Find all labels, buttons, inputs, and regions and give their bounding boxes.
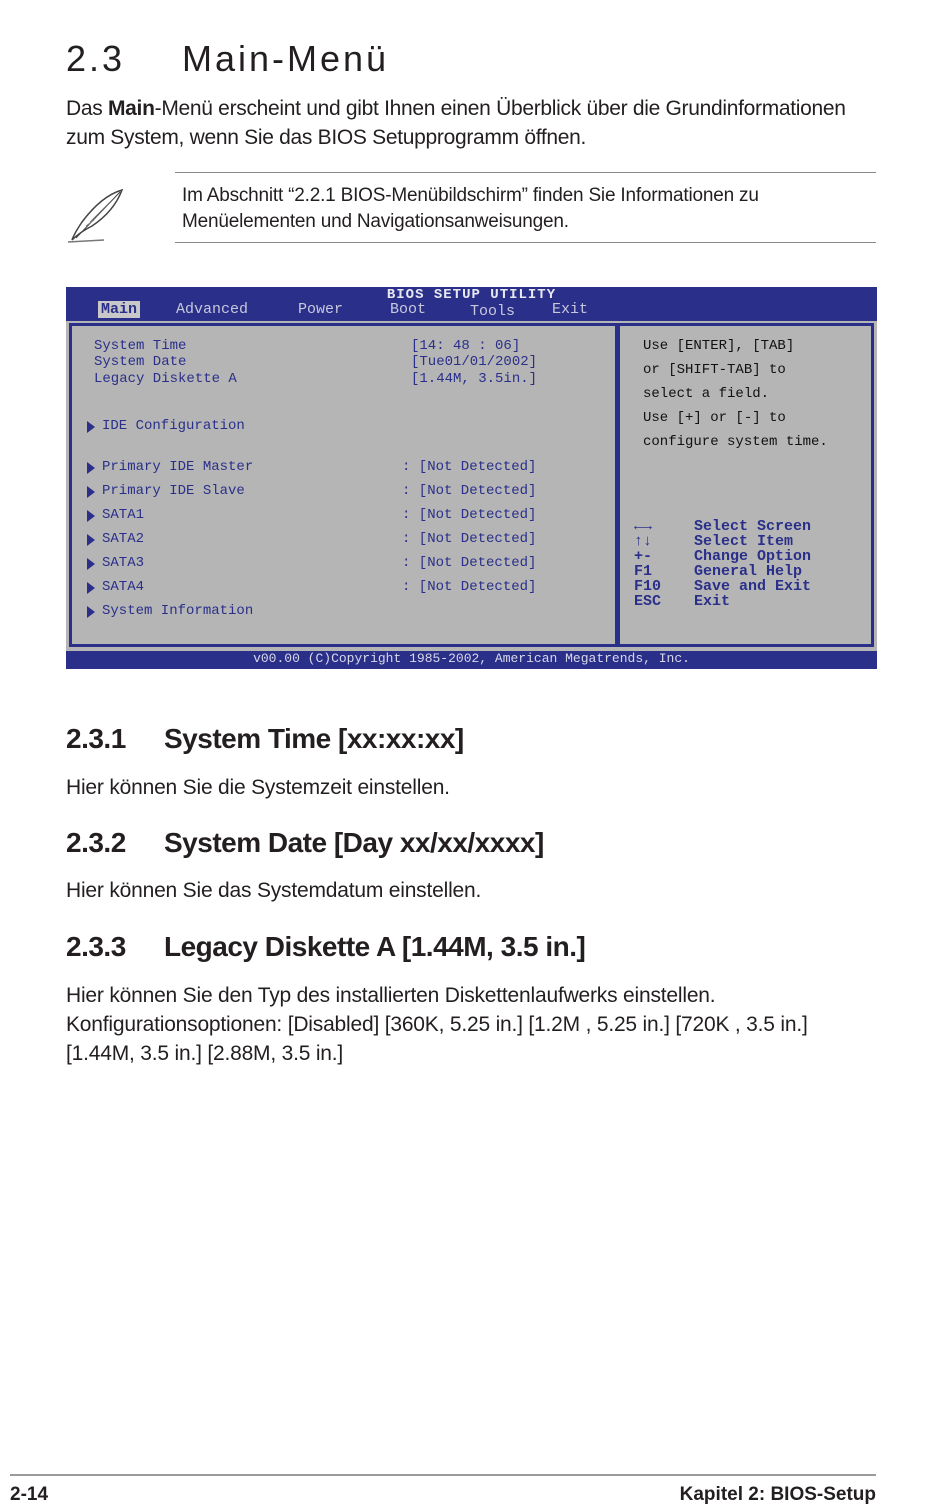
submenu-arrow-icon bbox=[87, 462, 95, 474]
section-heading bbox=[66, 38, 389, 80]
subsection-heading bbox=[66, 827, 544, 859]
submenu-arrow-icon bbox=[87, 486, 95, 498]
bios-status-ide-slave: : [Not Detected] bbox=[402, 483, 537, 499]
bios-submenu-sata3[interactable]: SATA3 bbox=[102, 555, 145, 571]
bios-submenu-ide[interactable]: IDE Configuration bbox=[102, 418, 245, 434]
bios-submenu-sata2[interactable]: SATA2 bbox=[102, 531, 145, 547]
intro-paragraph bbox=[66, 94, 886, 152]
bios-key: +- bbox=[634, 548, 653, 565]
subsection-number: 2.3.1 bbox=[66, 723, 126, 754]
subsection-body: Hier können Sie den Typ des installierten Diskettenlaufwerks einstellen. Konfigurationsoptionen: [Disabled] [360K, 5.25 in.] [1.2M , 5.25 in.] [720K , 3.5 in.] [1.44M, 3.5 in.] [2.88M, 3.5 in.] bbox=[66, 984, 808, 1065]
bios-submenu-system-info[interactable]: System Information bbox=[102, 603, 254, 619]
bios-status-sata4: : [Not Detected] bbox=[402, 579, 537, 595]
bios-key-desc: Select Item bbox=[694, 533, 794, 550]
bios-key-desc: General Help bbox=[694, 563, 803, 580]
intro-post: -Menü erscheint und gibt Ihnen einen Überblick über die Grundinformationen zum System, wenn Sie das BIOS Setupprogramm öffnen. bbox=[66, 97, 846, 149]
bios-help-line: select a field. bbox=[643, 386, 770, 402]
bios-bottom-bar bbox=[66, 651, 877, 669]
bios-help-line: configure system time. bbox=[643, 434, 828, 450]
subsection-number: 2.3.3 bbox=[66, 931, 126, 962]
submenu-arrow-icon bbox=[87, 606, 95, 618]
bios-value-system-time[interactable]: [14: 48 : 06] bbox=[411, 338, 521, 354]
bios-key-desc: Change Option bbox=[694, 548, 812, 565]
bios-key: ↑↓ bbox=[634, 533, 653, 550]
submenu-arrow-icon bbox=[87, 582, 95, 594]
bios-copyright: v00.00 (C)Copyright 1985-2002, American Megatrends, Inc. bbox=[253, 651, 690, 666]
submenu-arrow-icon bbox=[87, 421, 95, 433]
page-number: 2-14 bbox=[10, 1484, 49, 1505]
bios-key: ESC bbox=[634, 593, 662, 610]
subsection-heading bbox=[66, 931, 585, 963]
bios-screenshot bbox=[66, 287, 877, 669]
bios-key-desc: Select Screen bbox=[694, 518, 812, 535]
note-text: Im Abschnitt “2.2.1 BIOS-Menübildschirm” finden Sie Informationen zu Menüelementen und Navigationsanweisungen. bbox=[182, 185, 759, 232]
bios-help-line: Use [ENTER], [TAB] bbox=[643, 338, 795, 354]
bios-key-desc: Save and Exit bbox=[694, 578, 812, 595]
bios-field-system-date[interactable]: System Date bbox=[94, 354, 187, 370]
bios-menu-boot[interactable]: Boot bbox=[390, 301, 427, 318]
note-bottom-rule bbox=[175, 242, 876, 243]
bios-help-line: Use [+] or [-] to bbox=[643, 410, 786, 426]
bios-key: F1 bbox=[634, 563, 653, 580]
bios-status-sata1: : [Not Detected] bbox=[402, 507, 537, 523]
bios-key: ←→ bbox=[634, 518, 653, 535]
footer-rule bbox=[10, 1474, 876, 1476]
bios-menu-advanced[interactable]: Advanced bbox=[176, 301, 249, 318]
bios-status-ide-master: : [Not Detected] bbox=[402, 459, 537, 475]
bios-field-legacy-diskette[interactable]: Legacy Diskette A bbox=[94, 371, 237, 387]
submenu-arrow-icon bbox=[87, 510, 95, 522]
bios-menu-exit[interactable]: Exit bbox=[552, 301, 589, 318]
intro-pre: Das bbox=[66, 97, 108, 120]
subsection-heading bbox=[66, 723, 464, 755]
subsection-number: 2.3.2 bbox=[66, 827, 126, 858]
bios-value-legacy-diskette[interactable]: [1.44M, 3.5in.] bbox=[411, 371, 538, 387]
subsection-body: Hier können Sie die Systemzeit einstellen. bbox=[66, 776, 450, 799]
submenu-arrow-icon bbox=[87, 534, 95, 546]
bios-key: F10 bbox=[634, 578, 662, 595]
bios-submenu-sata4[interactable]: SATA4 bbox=[102, 579, 145, 595]
bios-submenu-sata1[interactable]: SATA1 bbox=[102, 507, 145, 523]
bios-submenu-ide-master[interactable]: Primary IDE Master bbox=[102, 459, 254, 475]
bios-title: BIOS SETUP UTILITY bbox=[386, 287, 557, 303]
bios-menu-power[interactable]: Power bbox=[298, 301, 344, 318]
pen-icon bbox=[64, 186, 128, 244]
subsection-title: Legacy Diskette A [1.44M, 3.5 in.] bbox=[164, 931, 586, 962]
bios-key-desc: Exit bbox=[694, 593, 731, 610]
bios-submenu-ide-slave[interactable]: Primary IDE Slave bbox=[102, 483, 245, 499]
note-top-rule bbox=[175, 172, 876, 173]
bios-status-sata2: : [Not Detected] bbox=[402, 531, 537, 547]
section-title: Main-Menü bbox=[182, 38, 390, 79]
bios-status-sata3: : [Not Detected] bbox=[402, 555, 537, 571]
bios-top-bar bbox=[66, 287, 877, 321]
subsection-body: Hier können Sie das Systemdatum einstellen. bbox=[66, 879, 482, 902]
bios-help-line: or [SHIFT-TAB] to bbox=[643, 362, 786, 378]
chapter-label: Kapitel 2: BIOS-Setup bbox=[679, 1484, 876, 1505]
bios-value-system-date[interactable]: [Tue01/01/2002] bbox=[411, 354, 538, 370]
section-number: 2.3 bbox=[66, 38, 126, 79]
intro-bold: Main bbox=[107, 97, 155, 120]
subsection-title: System Time [xx:xx:xx] bbox=[164, 723, 464, 754]
subsection-title: System Date [Day xx/xx/xxxx] bbox=[164, 827, 544, 858]
bios-field-system-time[interactable]: System Time bbox=[94, 338, 187, 354]
submenu-arrow-icon bbox=[87, 558, 95, 570]
bios-menu-tools[interactable]: Tools bbox=[470, 303, 516, 320]
bios-menu-main[interactable]: Main bbox=[98, 301, 140, 318]
